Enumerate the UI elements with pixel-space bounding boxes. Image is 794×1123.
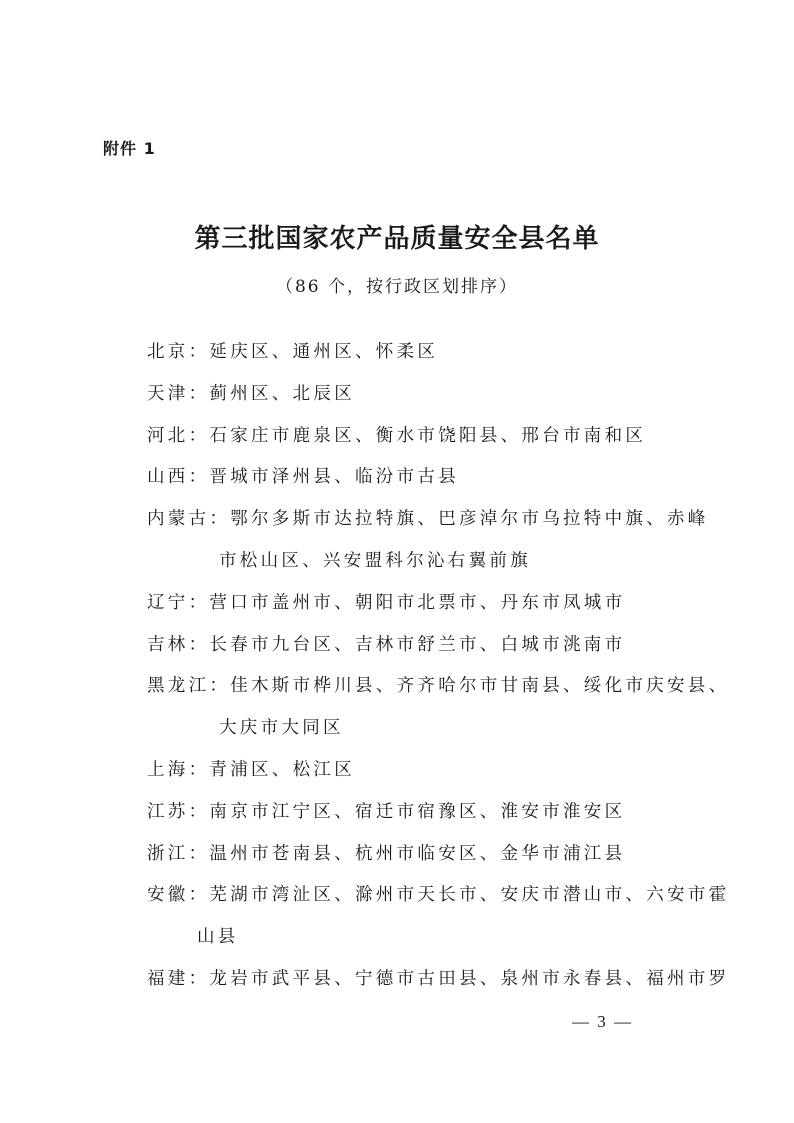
list-item-jiangsu bbox=[147, 798, 707, 840]
province-label: 安徽： bbox=[147, 885, 210, 906]
county-names: 芜湖市湾沚区、滁州市天长市、安庆市潜山市、六安市霍 bbox=[209, 885, 730, 906]
county-names: 市松山区、兴安盟科尔沁右翼前旗 bbox=[219, 550, 531, 571]
province-label: 天津： bbox=[147, 383, 210, 404]
county-names: 晋城市泽州县、临汾市古县 bbox=[209, 467, 460, 488]
county-list bbox=[147, 338, 730, 1007]
list-item-tianjin bbox=[147, 380, 707, 422]
province-label: 辽宁： bbox=[147, 592, 210, 613]
list-item-beijing bbox=[147, 338, 707, 380]
county-names: 大庆市大同区 bbox=[219, 718, 344, 739]
list-item-fujian bbox=[147, 965, 730, 1007]
province-label: 北京： bbox=[147, 342, 210, 362]
list-item-shanxi bbox=[147, 463, 707, 505]
county-names: 鄂尔多斯市达拉特旗、巴彦淖尔市乌拉特中旗、赤峰 bbox=[230, 509, 709, 530]
county-names: 龙岩市武平县、宁德市古田县、泉州市永春县、福州市罗 bbox=[209, 968, 730, 989]
province-label: 上海： bbox=[147, 759, 210, 780]
province-label: 山西： bbox=[147, 467, 210, 488]
county-names: 青浦区、松江区 bbox=[209, 759, 356, 780]
county-names: 长春市九台区、吉林市舒兰市、白城市洮南市 bbox=[209, 634, 626, 655]
list-item-jilin bbox=[147, 631, 707, 673]
county-names: 石家庄市鹿泉区、衡水市饶阳县、邢台市南和区 bbox=[209, 425, 647, 446]
county-names: 山县 bbox=[197, 927, 239, 948]
document-subtitle: （86 个，按行政区划排序） bbox=[275, 277, 519, 297]
province-label: 黑龙江： bbox=[147, 676, 231, 697]
county-names: 蓟州区、北辰区 bbox=[209, 383, 356, 404]
list-item-neimenggu-continued bbox=[147, 547, 707, 589]
province-label: 福建： bbox=[147, 968, 210, 989]
attachment-label: 附件 1 bbox=[103, 139, 156, 158]
province-label: 江苏： bbox=[147, 801, 210, 822]
list-item-anhui-continued bbox=[147, 923, 707, 965]
province-label: 河北： bbox=[147, 425, 210, 446]
province-label: 浙江： bbox=[147, 843, 210, 864]
province-label: 吉林： bbox=[147, 634, 210, 655]
county-names: 营口市盖州市、朝阳市北票市、丹东市凤城市 bbox=[209, 592, 626, 613]
page-number: — 3 — bbox=[572, 1012, 633, 1031]
county-names: 温州市苍南县、杭州市临安区、金华市浦江县 bbox=[209, 843, 626, 864]
county-names: 佳木斯市桦川县、齐齐哈尔市甘南县、绥化市庆安县、 bbox=[230, 676, 730, 697]
list-item-liaoning bbox=[147, 589, 707, 631]
document-title: 第三批国家农产品质量安全县名单 bbox=[194, 224, 600, 254]
list-item-anhui bbox=[147, 881, 730, 923]
list-item-heilongjiang-continued bbox=[147, 714, 707, 756]
list-item-heilongjiang bbox=[147, 672, 730, 714]
list-item-shanghai bbox=[147, 756, 707, 798]
list-item-neimenggu bbox=[147, 505, 707, 547]
list-item-zhejiang bbox=[147, 840, 707, 882]
list-item-hebei bbox=[147, 422, 707, 464]
county-names: 南京市江宁区、宿迁市宿豫区、淮安市淮安区 bbox=[209, 801, 626, 822]
county-names: 延庆区、通州区、怀柔区 bbox=[209, 342, 439, 362]
province-label: 内蒙古： bbox=[147, 509, 231, 530]
